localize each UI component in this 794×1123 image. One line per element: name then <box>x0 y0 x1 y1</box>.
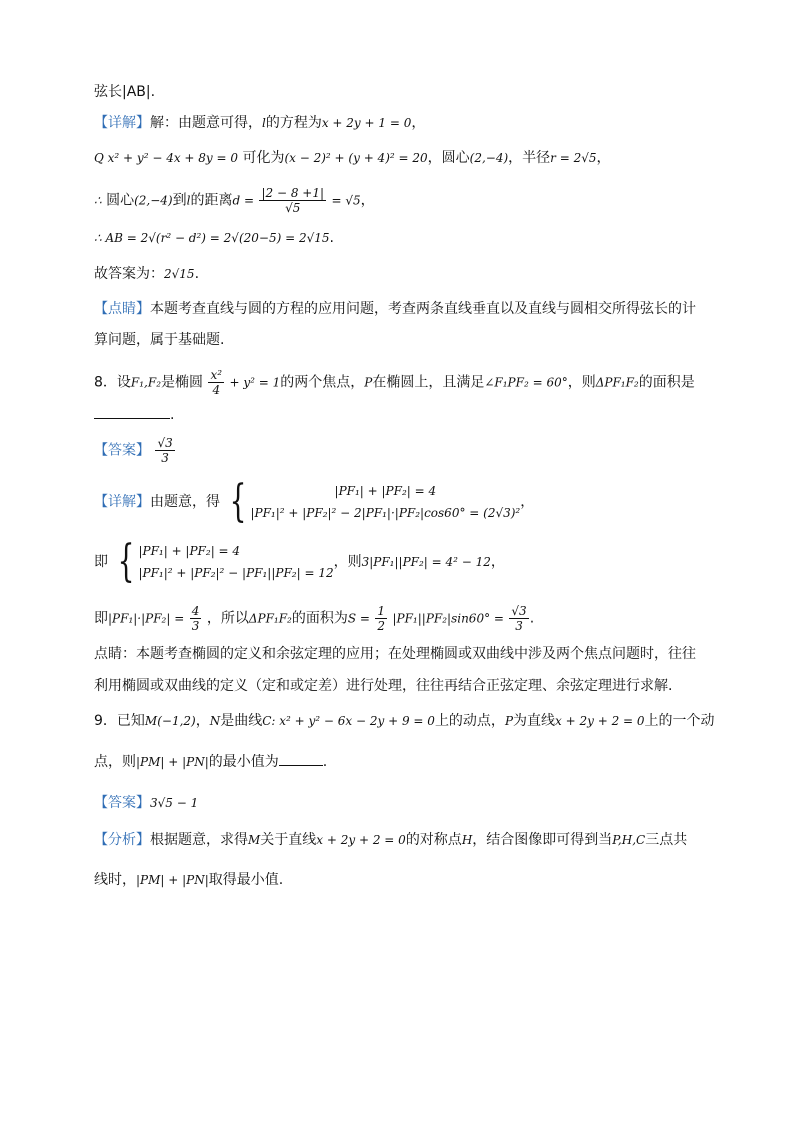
answer-blank <box>94 404 170 419</box>
equation-system: { |PF₁| + |PF₂| = 4 |PF₁|² + |PF₂|² − 2|PF₁|·|PF₂|cos60° = (2√3)² <box>230 476 521 527</box>
math-line: Q x² + y² − 4x + 8y = 0 可化为(x − 2)² + (y + 4)² = 20，圆心(2,−4)，半径r = 2√5， <box>94 150 611 166</box>
text-line: 弦长|AB|. <box>94 84 156 100</box>
text-line: 线时，|PM| + |PN|取得最小值. <box>94 872 284 888</box>
fraction: $\frac{|2 - 8 +1|}{√5}$ <box>261 186 325 215</box>
question-8-line: 8．设F₁,F₂是椭圆 $\frac{\text{x²}}{4}$ + y² = 1的两个焦点，P在椭圆上，且满足∠F₁PF₂ = 60°，则ΔPF₁F₂的面积是 <box>94 368 695 397</box>
answer-line: 【答案】3√5 − 1 <box>94 795 199 811</box>
answer-tag: 【答案】 <box>94 442 150 459</box>
answer-tag: 【答案】 <box>94 795 150 811</box>
detail-tag: 【详解】 <box>94 494 150 510</box>
remark-line: 【点睛】本题考查直线与圆的方程的应用问题，考查两条直线垂直以及直线与圆相交所得弦长的计 <box>94 301 696 317</box>
fraction: $\frac{4}{3}$ <box>191 604 200 633</box>
equation-system: { |PF₁| + |PF₂| = 4 |PF₁|² + |PF₂|² − |PF₁||PF₂| = 12 <box>118 536 334 587</box>
fraction: $\frac{√3}{3}$ <box>511 604 527 633</box>
fraction: $\frac{\text{x²}}{4}$ <box>210 368 223 397</box>
answer-line <box>94 436 176 465</box>
analysis-line: 【分析】根据题意，求得M关于直线x + 2y + 2 = 0的对称点H，结合图像即可得到当P,H,C三点共 <box>94 832 688 848</box>
text-line: 点睛：本题考查椭圆的定义和余弦定理的应用；在处理椭圆或双曲线中涉及两个焦点问题时，往往 <box>94 646 696 662</box>
text-line: 利用椭圆或双曲线的定义（定和或定差）进行处理，往往再结合正弦定理、余弦定理进行求解. <box>94 678 673 694</box>
math-line: 即|PF₁|·|PF₂| = $\frac{4}{3}$ ，所以ΔPF₁F₂的面积为S = $\frac{1}{2}$ |PF₁||PF₂|sin60° = $\frac{√3}{3}$ . <box>94 604 535 633</box>
fraction: $\frac{1}{2}$ <box>377 604 386 633</box>
text-line: 点，则|PM| + |PN|的最小值为 . <box>94 751 327 772</box>
system-line: 即 { |PF₁| + |PF₂| = 4 |PF₁|² + |PF₂|² − |PF₁||PF₂| = 12 ，则3|PF₁||PF₂| = 4² − 12， <box>94 536 505 587</box>
fraction: $\frac{√3}{3}$ <box>157 436 173 465</box>
answer-blank <box>279 751 323 766</box>
remark-tag: 【点睛】 <box>94 301 150 317</box>
detail-tag: 【详解】 <box>94 115 150 131</box>
detail-heading-line: 【详解】解：由题意可得，l的方程为x + 2y + 1 = 0， <box>94 115 426 131</box>
answer-line: 故答案为：2√15. <box>94 266 200 282</box>
math-line: ∴ AB = 2√(r² − d²) = 2√(20−5) = 2√15. <box>94 230 334 246</box>
text-line: 算问题，属于基础题. <box>94 332 225 348</box>
math-line: ∴ 圆心(2,−4)到l的距离d = $\frac{|2 - 8 +1|}{√5}$ = √5， <box>94 186 375 215</box>
detail-system-line: 【详解】由题意，得 { |PF₁| + |PF₂| = 4 |PF₁|² + |PF₂|² − 2|PF₁|·|PF₂|cos60° = (2√3)² ， <box>94 476 535 527</box>
analysis-tag: 【分析】 <box>94 832 150 848</box>
answer-blank-line: . <box>94 404 174 425</box>
question-9-line: 9．已知M(−1,2)，N是曲线C: x² + y² − 6x − 2y + 9 = 0上的动点，P为直线x + 2y + 2 = 0上的一个动 <box>94 713 715 729</box>
